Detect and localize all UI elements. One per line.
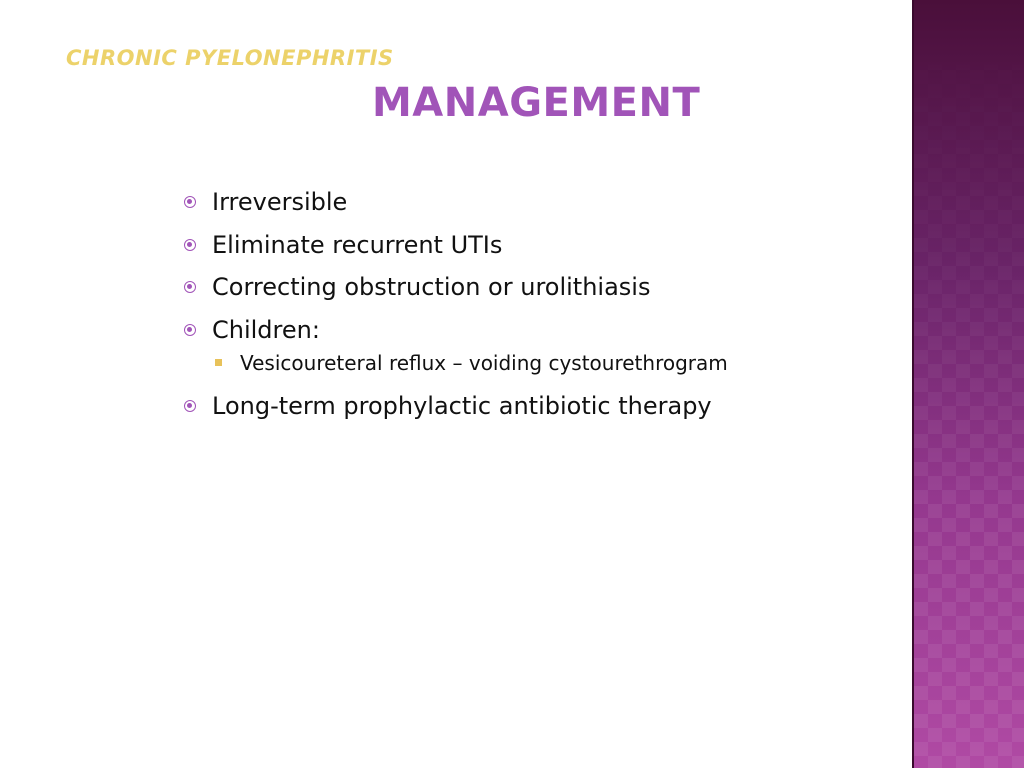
circle-dot-icon	[184, 400, 196, 412]
square-icon	[215, 359, 222, 366]
sub-bullet-text: Vesicoureteral reflux – voiding cystourethrogram	[240, 351, 728, 375]
bullet-text: Long-term prophylactic antibiotic therapy	[212, 392, 712, 420]
circle-dot-icon	[184, 196, 196, 208]
bullet-text: Eliminate recurrent UTIs	[212, 230, 503, 259]
diamond-pattern	[914, 0, 1024, 768]
bullet-list	[184, 186, 728, 433]
circle-dot-icon	[184, 239, 196, 251]
list-item	[184, 271, 728, 303]
list-item	[184, 186, 728, 218]
slide-title: MANAGEMENT	[372, 80, 701, 126]
sub-list-item	[212, 350, 728, 376]
list-item	[184, 390, 728, 422]
slide-subtitle: CHRONIC PYELONEPHRITIS	[66, 46, 394, 70]
bullet-text: Correcting obstruction or urolithiasis	[212, 273, 651, 301]
list-item	[184, 314, 728, 346]
decorative-side-band	[912, 0, 1024, 768]
list-item	[184, 229, 728, 261]
bullet-text: Children:	[212, 315, 320, 344]
circle-dot-icon	[184, 324, 196, 336]
bullet-text: Irreversible	[212, 188, 348, 216]
circle-dot-icon	[184, 281, 196, 293]
